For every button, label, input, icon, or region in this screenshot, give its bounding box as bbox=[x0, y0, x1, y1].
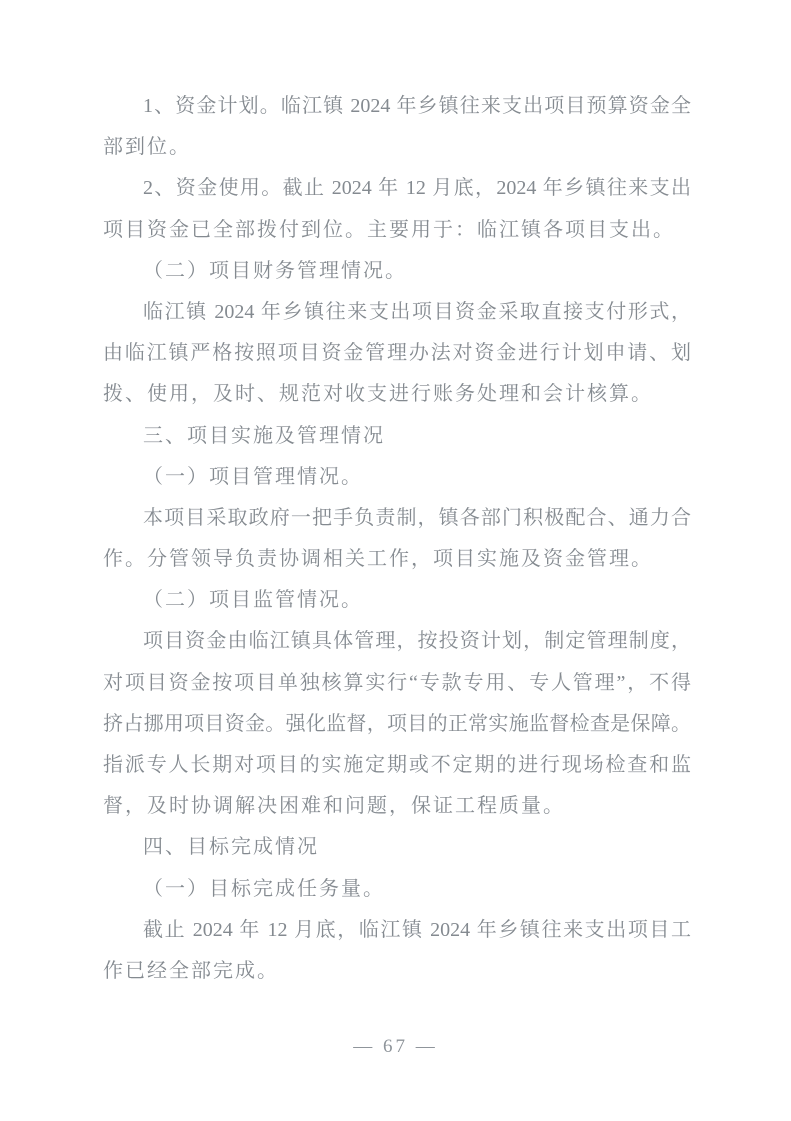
section-heading: （二）项目财务管理情况。 bbox=[143, 259, 407, 282]
text-line: 挤占挪用项目资金。强化监督，项目的正常实施监督检查是保障。 bbox=[103, 712, 691, 735]
text-line: 本项目采取政府一把手负责制，镇各部门积极配合、通力合 bbox=[143, 506, 691, 529]
document-body bbox=[103, 86, 691, 992]
text-line: 作。分管领导负责协调相关工作，项目实施及资金管理。 bbox=[103, 548, 653, 571]
section-heading: （一）项目管理情况。 bbox=[143, 465, 363, 488]
text-line: 临江镇 2024 年乡镇往来支出项目资金采取直接支付形式， bbox=[143, 300, 691, 323]
text-line: 拨、使用，及时、规范对收支进行账务处理和会计核算。 bbox=[103, 383, 653, 406]
text-line: 督，及时协调解决困难和问题，保证工程质量。 bbox=[103, 795, 565, 818]
text-line: 截止 2024 年 12 月底，临江镇 2024 年乡镇往来支出项目工 bbox=[143, 918, 691, 941]
text-line: 对项目资金按项目单独核算实行“专款专用、专人管理”，不得 bbox=[103, 671, 691, 694]
section-heading: （一）目标完成任务量。 bbox=[143, 877, 385, 900]
text-line: 部到位。 bbox=[103, 136, 191, 159]
text-line: 项目资金由临江镇具体管理，按投资计划，制定管理制度， bbox=[143, 630, 691, 653]
text-line: 项目资金已全部拨付到位。主要用于：临江镇各项目支出。 bbox=[103, 218, 675, 241]
text-line: 作已经全部完成。 bbox=[103, 959, 279, 982]
text-line: 指派专人长期对项目的实施定期或不定期的进行现场检查和监 bbox=[103, 754, 691, 776]
section-heading: 四、目标完成情况 bbox=[143, 836, 319, 859]
text-line: 1、资金计划。临江镇 2024 年乡镇往来支出项目预算资金全 bbox=[143, 95, 691, 117]
text-line: 由临江镇严格按照项目资金管理办法对资金进行计划申请、划 bbox=[103, 342, 691, 365]
section-heading: 三、项目实施及管理情况 bbox=[143, 424, 385, 447]
page-number: — 67 — bbox=[353, 1036, 438, 1057]
text-line: 2、资金使用。截止 2024 年 12 月底，2024 年乡镇往来支出 bbox=[143, 177, 691, 200]
section-heading: （二）项目监管情况。 bbox=[143, 589, 363, 612]
